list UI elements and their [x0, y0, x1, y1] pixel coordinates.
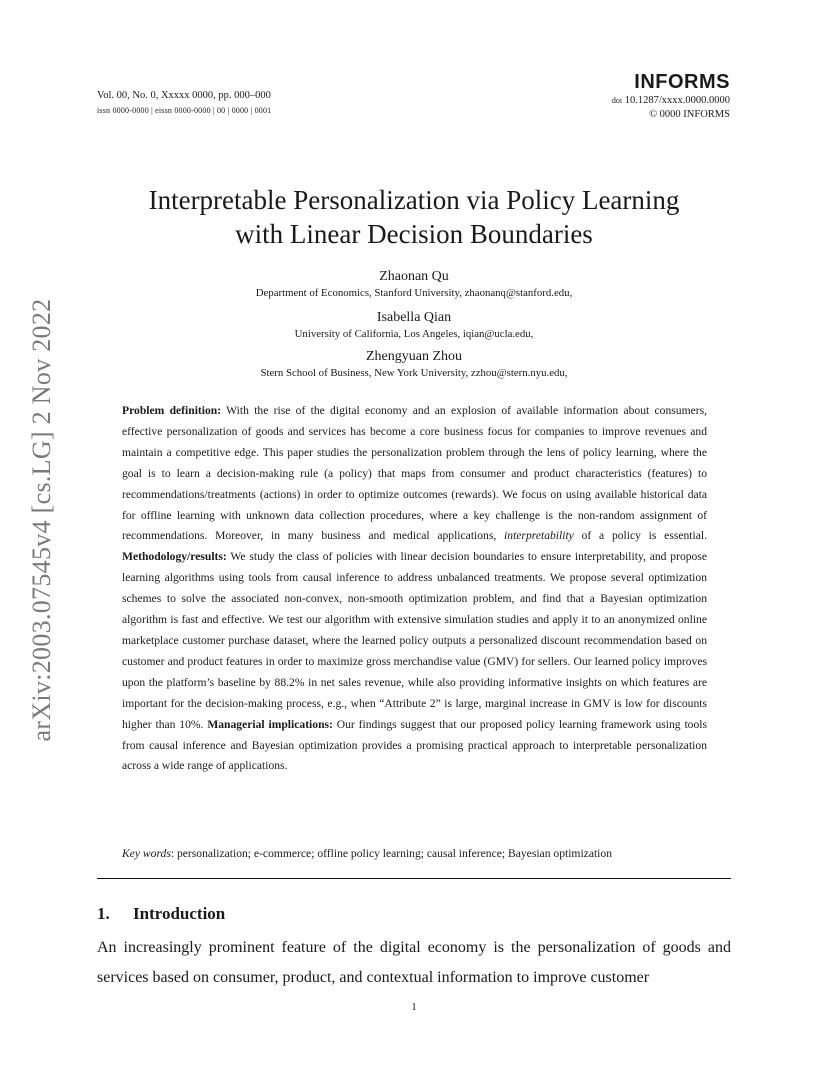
- keywords: [122, 847, 612, 860]
- abstract: [122, 401, 707, 777]
- abstract-text-problem-a: With the rise of the digital economy and an explosion of available information about consumers, effective personalization of goods and services has become a core business focus for companies to improve revenues and maintain a competitive edge. This paper studies the personalization problem through the lens of policy learning, where the goal is to learn a decision-making rule (a policy) that maps from consumer and product characteristics (features) to recommendations/treatments (actions) in order to optimize outcomes (rewards). We focus on using available historical data for offline learning with unknown data collection procedures, where a key challenge is the non-random assignment of recommendations. Moreover, in many business and medical applications,: [122, 404, 707, 543]
- journal-volume-line: Vol. 00, No. 0, Xxxxx 0000, pp. 000–000: [97, 90, 271, 101]
- author-affiliation: Department of Economics, Stanford University, zhaonanq@stanford.edu,: [255, 287, 573, 299]
- keywords-text: personalization; e-commerce; offline policy learning; causal inference; Bayesian optimization: [176, 847, 612, 860]
- abstract-text-problem-b: of a policy is essential.: [573, 529, 708, 543]
- section-divider: [97, 878, 731, 879]
- page-number: 1: [411, 1001, 417, 1013]
- abstract-label-method: Methodology/results:: [122, 550, 227, 564]
- author-name: Zhaonan Qu: [379, 269, 449, 284]
- arxiv-stamp: arXiv:2003.07545v4 [cs.LG] 2 Nov 2022: [27, 298, 56, 742]
- author-name: Isabella Qian: [376, 310, 452, 325]
- abstract-label-problem: Problem definition:: [122, 404, 222, 417]
- keywords-colon: :: [170, 847, 177, 860]
- publisher-header: [612, 70, 730, 122]
- doi-value: 10.1287/xxxx.0000.0000: [624, 95, 730, 106]
- doi-line: [612, 94, 730, 108]
- author-block-3: [100, 348, 728, 380]
- title-line-2: with Linear Decision Boundaries: [235, 219, 593, 249]
- author-block-1: [100, 268, 728, 300]
- informs-logo: INFORMS: [634, 71, 730, 93]
- abstract-label-managerial: Managerial implications:: [207, 717, 333, 731]
- journal-header: [97, 88, 271, 118]
- keywords-label: Key words: [122, 847, 171, 860]
- copyright-line: © 0000 INFORMS: [649, 109, 730, 120]
- abstract-italic-term: interpretability: [504, 529, 574, 543]
- title-line-1: Interpretable Personalization via Policy Learning: [148, 185, 680, 215]
- abstract-text-managerial: Our findings suggest that our proposed policy learning framework using tools from causal inference and Bayesian optimization provides a promising practical approach to interpretable personalization across a wide range of applications.: [122, 717, 707, 773]
- intro-paragraph: An increasingly prominent feature of the digital economy is the personalization of goods and services based on consumer, product, and contextual information to improve customer: [97, 939, 731, 986]
- author-affiliation: University of California, Los Angeles, iqian@ucla.edu,: [294, 328, 534, 340]
- issn-line: issn 0000-0000 | eissn 0000-0000 | 00 | 0000 | 0001: [97, 106, 272, 115]
- doi-label: doi: [611, 96, 623, 105]
- author-block-2: [100, 309, 728, 341]
- section-heading: [97, 904, 225, 924]
- paper-title: [100, 183, 728, 251]
- abstract-text-method: We study the class of policies with linear decision boundaries to ensure interpretability, and propose learning algorithms using tools from causal inference to address unbalanced treatments. We propose several optimization schemes to solve the associated non-convex, non-smooth optimization problem, and find that a Bayesian optimization algorithm is fast and effective. We test our algorithm with extensive simulation studies and apply it to an anonymized online marketplace customer purchase dataset, where the learned policy outputs a personalized discount recommendation based on customer and product features in order to maximize gross merchandise value (GMV) for sellers. Our learned policy improves upon the platform’s baseline by 88.2% in net sales revenue, while also providing informative insights on which features are important for the decision-making process, e.g., when “Attribute 2” is large, marginal increase in GMV is low for discounts higher than 10%.: [122, 550, 707, 731]
- section-title: Introduction: [133, 904, 226, 923]
- author-affiliation: Stern School of Business, New York University, zzhou@stern.nyu.edu,: [260, 367, 568, 379]
- author-name: Zhengyuan Zhou: [365, 349, 463, 364]
- section-number: 1.: [97, 904, 110, 923]
